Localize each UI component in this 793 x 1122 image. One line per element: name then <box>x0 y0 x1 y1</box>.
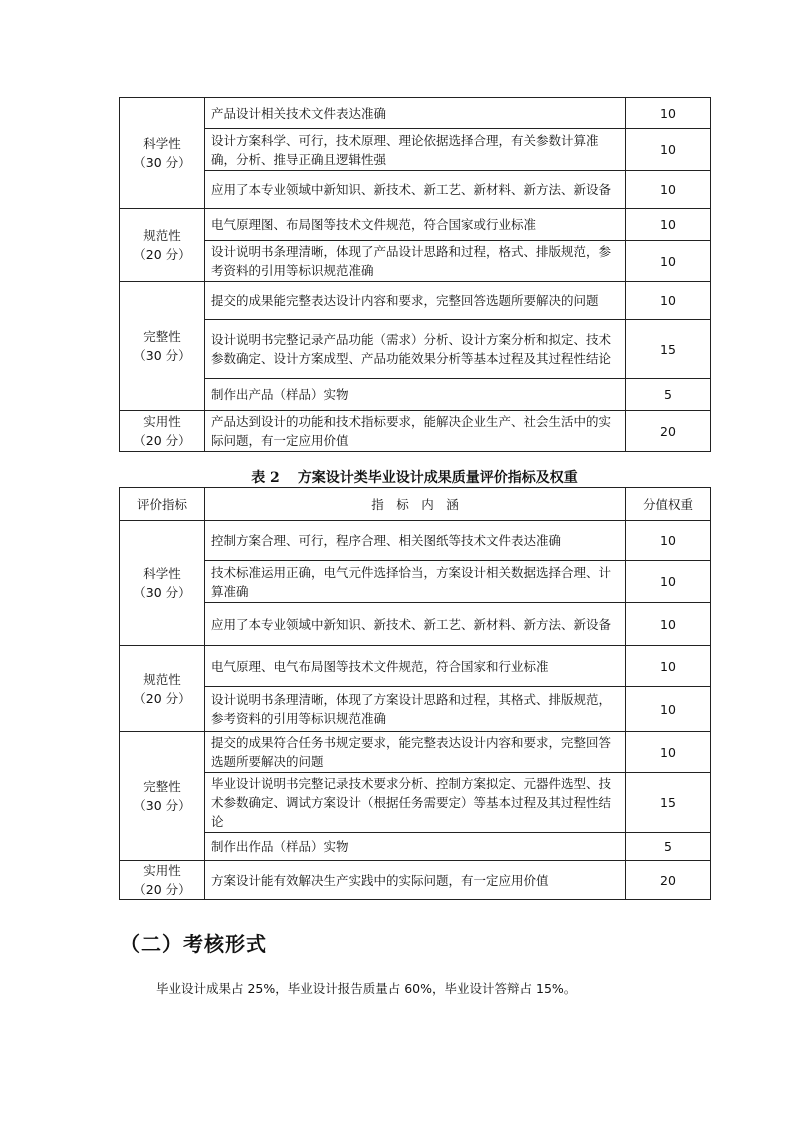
table-caption <box>119 467 710 487</box>
header-content: 指 标 内 涵 <box>205 488 626 521</box>
assessment-paragraph: 毕业设计成果占 25%，毕业设计报告质量占 60%，毕业设计答辩占 15%。 <box>156 981 577 996</box>
category-cell <box>120 521 205 646</box>
score-value: 10 <box>626 282 711 320</box>
score-value: 10 <box>626 687 711 732</box>
category-points: （20 分） <box>133 690 191 706</box>
criterion-text: 设计方案科学、可行，技术原理、理论依据选择合理，有关参数计算准确，分析、推导正确且逻辑性强 <box>205 129 626 171</box>
score-value: 15 <box>626 773 711 833</box>
category-cell <box>120 861 205 900</box>
criterion-text: 应用了本专业领域中新知识、新技术、新工艺、新材料、新方法、新设备 <box>205 171 626 209</box>
table-row <box>120 320 711 379</box>
table-row <box>120 687 711 732</box>
criterion-text: 电气原理图、布局图等技术文件规范，符合国家或行业标准 <box>205 209 626 241</box>
table-number: 表 2 <box>251 470 280 486</box>
score-value: 10 <box>626 603 711 646</box>
score-value: 5 <box>626 833 711 861</box>
criterion-text: 方案设计能有效解决生产实践中的实际问题，有一定应用价值 <box>205 861 626 900</box>
score-value: 10 <box>626 646 711 687</box>
table-row <box>120 241 711 282</box>
score-value: 5 <box>626 379 711 411</box>
criterion-text: 毕业设计说明书完整记录技术要求分析、控制方案拟定、元器件选型、技术参数确定、调试方案设计（根据任务需要定）等基本过程及其过程性结论 <box>205 773 626 833</box>
table-row <box>120 833 711 861</box>
evaluation-table-1 <box>119 97 711 452</box>
score-value: 15 <box>626 320 711 379</box>
table-row <box>120 209 711 241</box>
table-row <box>120 379 711 411</box>
category-cell <box>120 646 205 732</box>
score-value: 20 <box>626 861 711 900</box>
table-row <box>120 411 711 452</box>
category-points: （30 分） <box>133 798 191 813</box>
score-value: 10 <box>626 171 711 209</box>
criterion-text: 设计说明书条理清晰，体现了产品设计思路和过程，格式、排版规范，参考资料的引用等标识规范准确 <box>205 241 626 282</box>
category-name: 规范性 <box>143 228 181 243</box>
table-row <box>120 646 711 687</box>
category-name: 科学性 <box>143 136 181 151</box>
criterion-text: 制作出产品（样品）实物 <box>205 379 626 411</box>
category-points: （30 分） <box>133 155 191 170</box>
category-cell <box>120 282 205 411</box>
table-row <box>120 861 711 900</box>
category-cell <box>120 98 205 209</box>
score-value: 10 <box>626 98 711 129</box>
table-row <box>120 98 711 129</box>
score-value: 10 <box>626 241 711 282</box>
category-points: （20 分） <box>133 882 191 897</box>
category-name: 完整性 <box>143 329 181 344</box>
score-value: 10 <box>626 209 711 241</box>
category-points: （20 分） <box>133 433 191 448</box>
criterion-text: 产品设计相关技术文件表达准确 <box>205 98 626 129</box>
header-weight: 分值权重 <box>626 488 711 521</box>
criterion-text: 提交的成果能完整表达设计内容和要求，完整回答选题所要解决的问题 <box>205 282 626 320</box>
table-row <box>120 732 711 773</box>
table-row <box>120 282 711 320</box>
criterion-text: 电气原理、电气布局图等技术文件规范，符合国家和行业标准 <box>205 646 626 687</box>
score-value: 20 <box>626 411 711 452</box>
table-header-row <box>120 488 711 521</box>
category-cell <box>120 209 205 282</box>
category-name: 完整性 <box>143 779 181 794</box>
table-row <box>120 603 711 646</box>
section-heading: （二）考核形式 <box>120 932 267 956</box>
score-value: 10 <box>626 732 711 773</box>
score-value: 10 <box>626 129 711 171</box>
category-name: 实用性 <box>143 863 181 878</box>
table-row <box>120 521 711 561</box>
category-points: （30 分） <box>133 585 191 600</box>
criterion-text: 设计说明书条理清晰，体现了方案设计思路和过程，其格式、排版规范，参考资料的引用等标识规范准确 <box>205 687 626 732</box>
category-name: 规范性 <box>143 671 181 687</box>
score-value: 10 <box>626 561 711 603</box>
criterion-text: 制作出作品（样品）实物 <box>205 833 626 861</box>
criterion-text: 应用了本专业领域中新知识、新技术、新工艺、新材料、新方法、新设备 <box>205 603 626 646</box>
table-row <box>120 171 711 209</box>
table-row <box>120 773 711 833</box>
table-row <box>120 129 711 171</box>
header-indicator: 评价指标 <box>120 488 205 521</box>
criterion-text: 设计说明书完整记录产品功能（需求）分析、设计方案分析和拟定、技术参数确定、设计方案成型、产品功能效果分析等基本过程及其过程性结论 <box>205 320 626 379</box>
table-title: 方案设计类毕业设计成果质量评价指标及权重 <box>297 470 578 486</box>
criterion-text: 控制方案合理、可行，程序合理、相关图纸等技术文件表达准确 <box>205 521 626 561</box>
category-points: （20 分） <box>133 247 191 262</box>
category-cell <box>120 732 205 861</box>
criterion-text: 提交的成果符合任务书规定要求，能完整表达设计内容和要求，完整回答选题所要解决的问题 <box>205 732 626 773</box>
category-name: 实用性 <box>143 414 181 429</box>
category-name: 科学性 <box>143 566 181 581</box>
table-row <box>120 561 711 603</box>
score-value: 10 <box>626 521 711 561</box>
category-points: （30 分） <box>133 348 191 363</box>
criterion-text: 技术标准运用正确，电气元件选择恰当，方案设计相关数据选择合理、计算准确 <box>205 561 626 603</box>
category-cell <box>120 411 205 452</box>
evaluation-table-2 <box>119 487 711 900</box>
criterion-text: 产品达到设计的功能和技术指标要求，能解决企业生产、社会生活中的实际问题，有一定应用价值 <box>205 411 626 452</box>
